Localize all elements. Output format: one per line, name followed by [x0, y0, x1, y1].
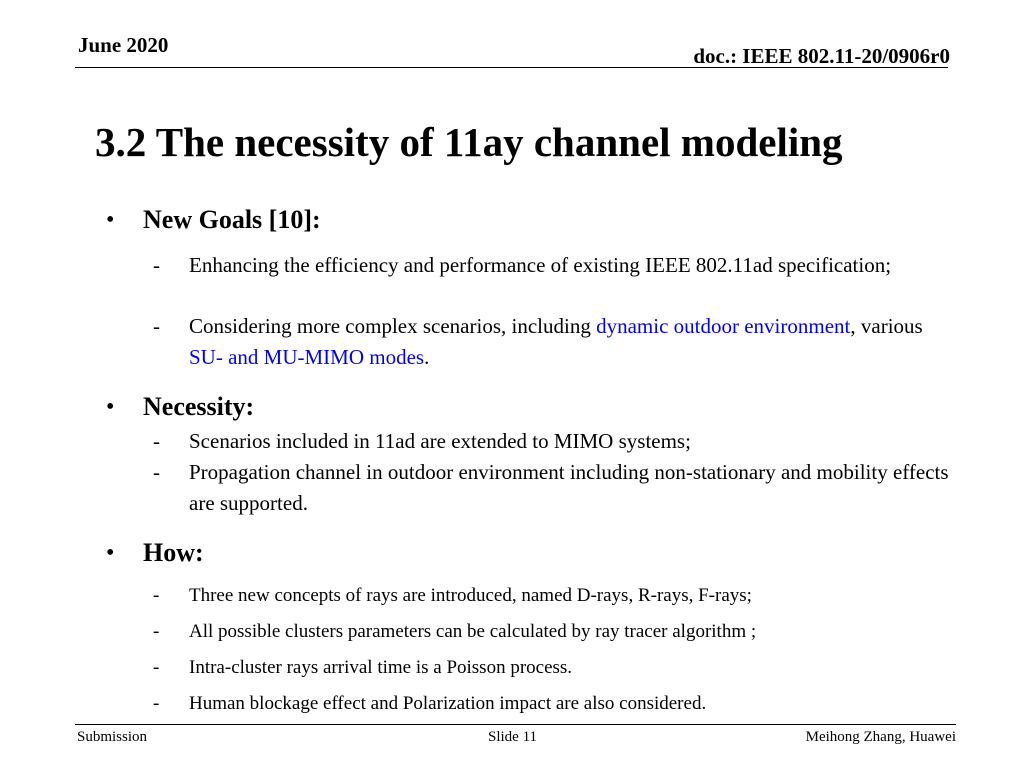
dash-marker: - — [153, 429, 160, 453]
sub-item — [153, 426, 959, 457]
bullet-heading: New Goals [10]: — [143, 205, 321, 234]
sub-item-text: Considering more complex scenarios, including — [189, 314, 597, 338]
sub-item — [153, 616, 959, 647]
dash-marker: - — [153, 314, 160, 338]
footer-divider — [75, 724, 956, 725]
sub-item — [153, 250, 959, 281]
sub-item-text: Propagation channel in outdoor environment including non-stationary and mobility effects are supported. — [189, 460, 949, 515]
bullet-new-goals — [106, 205, 321, 235]
bullet-how — [106, 538, 204, 568]
sub-item-text: Three new concepts of rays are introduced, named D-rays, R-rays, F-rays; — [189, 585, 752, 606]
sub-item-text: Scenarios included in 11ad are extended to MIMO systems; — [189, 429, 691, 453]
sub-item — [153, 457, 959, 519]
bullet-dot: • — [106, 540, 115, 566]
sub-item-text: Intra-cluster rays arrival time is a Poisson process. — [189, 657, 573, 678]
header-date: June 2020 — [78, 33, 169, 57]
dash-marker: - — [153, 693, 160, 714]
highlight-text: SU- and MU-MIMO modes — [189, 345, 425, 369]
header-divider — [75, 67, 948, 68]
dash-marker: - — [153, 253, 160, 277]
sub-item — [153, 688, 959, 719]
sub-item-text: Enhancing the efficiency and performance of existing IEEE 802.11ad specification; — [189, 253, 892, 277]
highlight-text: dynamic outdoor environment — [596, 314, 851, 338]
dash-marker: - — [153, 621, 160, 642]
bullet-heading: Necessity: — [143, 392, 255, 421]
footer-author: Meihong Zhang, Huawei — [805, 729, 956, 745]
bullet-dot: • — [106, 207, 115, 233]
sub-item — [153, 652, 959, 683]
sub-item-text: All possible clusters parameters can be calculated by ray tracer algorithm ; — [189, 621, 757, 642]
sub-item-text: , various — [850, 314, 923, 338]
bullet-heading: How: — [143, 538, 204, 567]
sub-item-text: . — [424, 345, 430, 369]
sub-item — [153, 580, 959, 611]
dash-marker: - — [153, 585, 160, 606]
bullet-necessity — [106, 392, 255, 422]
footer-submission: Submission — [77, 729, 148, 745]
dash-marker: - — [153, 657, 160, 678]
dash-marker: - — [153, 460, 160, 484]
sub-item-text: Human blockage effect and Polarization impact are also considered. — [189, 693, 707, 714]
bullet-dot: • — [106, 394, 115, 420]
header-doc-id: doc.: IEEE 802.11-20/0906r0 — [693, 44, 950, 68]
slide-title: 3.2 The necessity of 11ay channel modeling — [95, 119, 843, 165]
footer-slide-number: Slide 11 — [488, 729, 538, 745]
sub-item — [153, 311, 959, 373]
